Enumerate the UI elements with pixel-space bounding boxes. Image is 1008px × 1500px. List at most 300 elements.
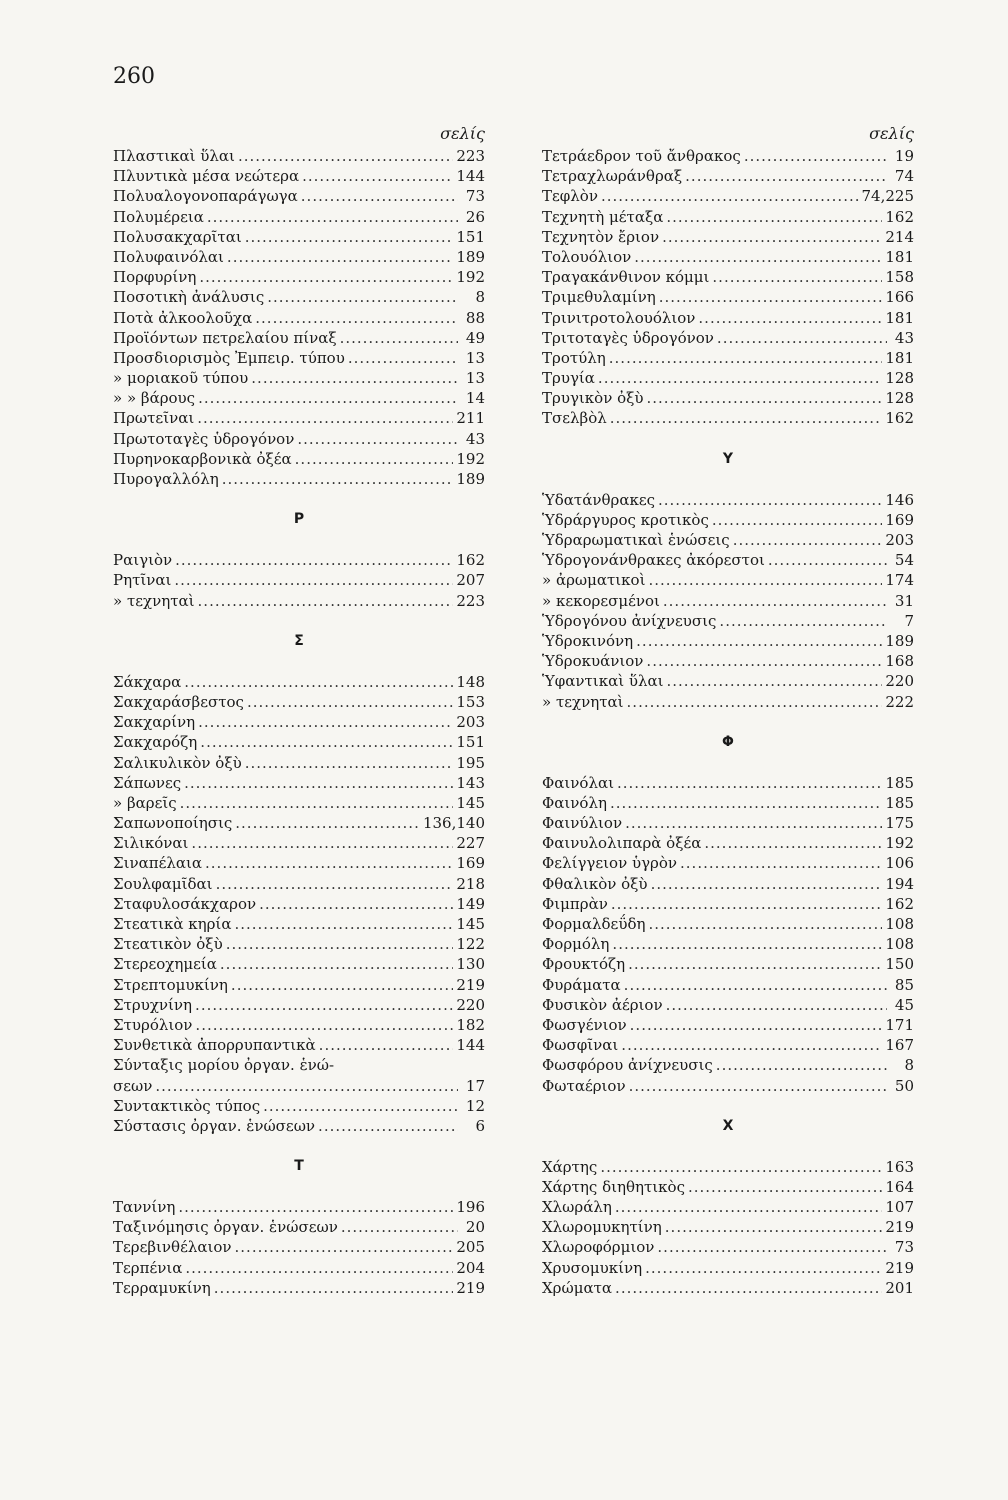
index-entry (542, 1015, 914, 1035)
index-entry (542, 671, 914, 691)
entry-page: 8 (904, 1056, 914, 1075)
index-entry (113, 348, 485, 368)
entry-term: Πολυσακχαρῖται (113, 227, 242, 246)
index-entry (542, 975, 914, 995)
entry-term: » τεχνηταὶ (542, 692, 624, 711)
dot-leader (267, 287, 458, 307)
entry-term: Ὑδραρωματικαὶ ἑνώσεις (542, 531, 730, 549)
entry-term: Τολουόλιον (542, 247, 632, 266)
entry-term: Στρυχνίνη (113, 995, 193, 1014)
dot-leader (733, 530, 883, 550)
entry-page: 149 (456, 894, 485, 913)
dot-leader (247, 692, 453, 712)
index-entry (542, 894, 914, 914)
section-letter: Υ (722, 450, 734, 467)
entry-page: 85 (894, 975, 914, 994)
index-entry (542, 166, 914, 186)
dot-leader (234, 914, 453, 934)
dot-leader (198, 591, 454, 611)
dot-leader (238, 146, 453, 166)
entry-page: 162 (885, 207, 914, 226)
entry-term: » βαρεῖς (113, 793, 177, 812)
entry-page: 192 (456, 268, 485, 287)
entry-term: Ὑδροκυάνιον (542, 652, 644, 671)
index-entry (113, 1197, 485, 1217)
dot-leader (255, 308, 458, 328)
entry-page: 13 (465, 369, 485, 388)
entry-page: 194 (885, 874, 914, 893)
column-header: σελίς (869, 124, 914, 143)
entry-term: Τερραμυκίνη (113, 1278, 211, 1297)
dot-leader (629, 1076, 887, 1096)
dot-leader (180, 793, 454, 813)
entry-term: Φαινόλη (542, 793, 607, 812)
entry-term: Τροτύλη (542, 348, 606, 367)
dot-leader (659, 287, 883, 307)
index-entry (113, 914, 485, 934)
entry-term: Τριτοταγὲς ὑδρογόνον (542, 328, 714, 347)
index-entry (113, 469, 485, 489)
entry-page: 50 (894, 1076, 914, 1095)
entry-term: Πρωτοταγὲς ὑδρογόνον (113, 429, 295, 448)
entry-term: Τεχνητὸν ἔριον (542, 227, 660, 246)
entry-term: Τρινιτροτολουόλιον (542, 308, 696, 327)
dot-leader (617, 773, 882, 793)
entry-term: Σάπωνες (113, 773, 182, 792)
dot-leader (220, 954, 453, 974)
index-entry (113, 954, 485, 974)
entry-page: 108 (885, 915, 914, 933)
dot-leader (666, 995, 887, 1015)
index-entry (113, 1035, 485, 1055)
index-entry (113, 1116, 485, 1136)
entry-term: Φωσγένιον (542, 1015, 627, 1034)
dot-leader (318, 1116, 458, 1136)
entry-page: 189 (456, 247, 485, 266)
entry-page: 12 (465, 1096, 485, 1115)
index-entry (113, 672, 485, 692)
entry-page: 151 (456, 227, 485, 246)
index-entry (113, 1096, 485, 1116)
entry-page: 205 (456, 1238, 485, 1257)
dot-leader (662, 227, 882, 247)
entry-page: 144 (456, 167, 485, 186)
entry-term: Πολυφαινόλαι (113, 247, 224, 266)
entry-term: Σύστασις ὀργαν. ἑνώσεων (113, 1116, 316, 1135)
entry-term: Πυρηνοκαρβονικὰ ὀξέα (113, 449, 292, 468)
index-entry (113, 166, 485, 186)
entry-term: Πορφυρίνη (113, 268, 197, 287)
index-entry (542, 247, 914, 267)
entry-page: 73 (465, 187, 485, 206)
entry-term: Ταξινόμησις ὀργαν. ἑνώσεων (113, 1218, 338, 1237)
dot-leader (663, 591, 887, 611)
index-entry (542, 530, 914, 550)
entry-term: Ὑφαντικαὶ ὕλαι (542, 672, 664, 691)
entry-page: 203 (885, 531, 914, 549)
entry-page: 128 (885, 389, 914, 408)
index-entry (113, 408, 485, 428)
entry-term: Συνθετικὰ ἀπορρυπαντικὰ (113, 1036, 316, 1055)
entry-term: Σιναπέλαια (113, 854, 203, 873)
index-entry (113, 570, 485, 590)
dot-leader (245, 227, 454, 247)
dot-leader (340, 328, 458, 348)
entry-page: 223 (456, 147, 485, 165)
dot-leader (200, 732, 453, 752)
index-entry (542, 308, 914, 328)
entry-page: 181 (885, 348, 914, 367)
dot-leader (634, 247, 882, 267)
index-entry (542, 631, 914, 651)
entry-term: Ποτὰ ἀλκοολοῦχα (113, 308, 253, 327)
entry-term: Φρουκτόζη (542, 955, 626, 974)
index-entry (542, 651, 914, 671)
entry-term: Πλυντικὰ μέσα νεώτερα (113, 167, 300, 186)
index-entry (542, 408, 914, 428)
dot-leader (621, 1035, 882, 1055)
index-entry (113, 692, 485, 712)
entry-term: Σουλφαμῖδαι (113, 874, 213, 893)
index-entry (113, 287, 485, 307)
dot-leader (628, 954, 882, 974)
entry-term: Φωσφόρου ἀνίχνευσις (542, 1056, 713, 1075)
index-entry (542, 1217, 914, 1237)
index-entry (113, 773, 485, 793)
dot-leader (651, 874, 883, 894)
entry-term: Χρυσομυκίνη (542, 1258, 643, 1277)
entry-term: Σακχαρίνη (113, 713, 196, 732)
dot-leader (251, 368, 458, 388)
dot-leader (302, 166, 453, 186)
index-entry (113, 1055, 485, 1075)
index-groups (113, 146, 485, 1298)
entry-term: Φθαλικὸν ὀξὺ (542, 874, 648, 893)
index-entry (542, 186, 914, 206)
dot-leader (184, 773, 453, 793)
dot-leader (719, 611, 887, 631)
entry-term: Τεφλὸν (542, 187, 598, 206)
entry-term: Τερεβινθέλαιον (113, 1238, 232, 1257)
entry-page: 222 (885, 692, 914, 711)
section-letter: Τ (294, 1158, 304, 1175)
entry-term: Στεατικὸν ὀξὺ (113, 935, 223, 954)
entry-page: 6 (475, 1116, 485, 1135)
dot-leader (198, 388, 458, 408)
entry-term: Πλαστικαὶ ὕλαι (113, 147, 235, 165)
index-entry (113, 247, 485, 267)
entry-term: Φωσφῖναι (542, 1036, 619, 1055)
entry-term: Σταφυλοσάκχαρον (113, 894, 257, 913)
index-entry (113, 853, 485, 873)
entry-term: Ὑδατάνθρακες (542, 490, 655, 509)
entry-term: Χλωράλη (542, 1198, 612, 1217)
dot-leader (630, 1015, 883, 1035)
entry-page: 219 (885, 1218, 914, 1237)
index-entry (113, 753, 485, 773)
entry-page: 150 (885, 955, 914, 974)
entry-page: 181 (885, 308, 914, 327)
dot-leader (704, 833, 882, 853)
entry-page: 13 (465, 348, 485, 367)
dot-leader (717, 328, 887, 348)
entry-term: Προσδιορισμὸς Ἐμπειρ. τύπου (113, 348, 345, 367)
dot-leader (647, 388, 883, 408)
index-entry (113, 1015, 485, 1035)
section-letter: Ρ (293, 511, 305, 528)
index-entry (113, 712, 485, 732)
dot-leader (712, 510, 882, 530)
entry-term: Χρώματα (542, 1278, 613, 1297)
dot-leader (612, 934, 882, 954)
index-entry (113, 1237, 485, 1257)
index-entry (542, 591, 914, 611)
entry-term: Σάκχαρα (113, 672, 182, 691)
entry-term: Σακχαρόζη (113, 733, 198, 752)
entry-page: 153 (456, 692, 485, 711)
entry-term: Ὑδροκινόνη (542, 631, 634, 650)
entry-page: 162 (885, 409, 914, 428)
dot-leader (666, 207, 882, 227)
entry-page: 8 (475, 288, 485, 307)
dot-leader (610, 408, 883, 428)
index-entry (542, 874, 914, 894)
index-entry (113, 1258, 485, 1278)
entry-term: Χάρτης (542, 1157, 598, 1176)
entry-page: 74 (894, 167, 914, 186)
dot-leader (665, 1217, 883, 1237)
entry-term: Φαινύλιον (542, 814, 623, 833)
dot-leader (645, 1258, 882, 1278)
section-letter: Φ (722, 733, 734, 750)
dot-leader (175, 550, 453, 570)
entry-page: 168 (885, 652, 914, 671)
dot-leader (197, 408, 453, 428)
entry-term: Τριμεθυλαμίνη (542, 288, 656, 307)
entry-page: 223 (456, 591, 485, 610)
entry-term: Στερεοχημεία (113, 955, 217, 974)
entry-page: 107 (885, 1198, 914, 1217)
entry-term: Φυράματα (542, 975, 621, 994)
index-entry (542, 773, 914, 793)
index-entry (542, 1237, 914, 1257)
entry-page: 145 (456, 915, 485, 933)
entry-page: 158 (885, 268, 914, 287)
index-entry (542, 1076, 914, 1096)
entry-page: 45 (894, 995, 914, 1014)
entry-term: Χάρτης διηθητικὸς (542, 1177, 685, 1196)
index-entry (542, 813, 914, 833)
entry-term: Τερπένια (113, 1258, 183, 1277)
dot-leader (195, 1015, 453, 1035)
entry-term: Ὑδράργυρος κροτικὸς (542, 510, 709, 529)
index-entry (542, 207, 914, 227)
entry-page: 181 (885, 247, 914, 266)
entry-page: 146 (885, 490, 914, 509)
index-entry (542, 267, 914, 287)
index-entry (113, 550, 485, 570)
index-entry (113, 146, 485, 166)
entry-page: 136,140 (422, 814, 485, 833)
entry-term: Πολυμέρεια (113, 207, 204, 226)
index-entry (113, 894, 485, 914)
entry-page: 128 (885, 369, 914, 388)
entry-page: 189 (885, 631, 914, 650)
entry-term: Τετράεδρον τοῦ ἄνθρακος (542, 147, 741, 165)
entry-term: Τετραχλωράνθραξ (542, 167, 683, 186)
dot-leader (198, 712, 453, 732)
entry-term: » τεχνηταὶ (113, 591, 195, 610)
index-entry (113, 186, 485, 206)
index-entry (113, 368, 485, 388)
dot-leader (658, 490, 882, 510)
index-entry (113, 207, 485, 227)
index-entry (113, 388, 485, 408)
entry-page: 189 (456, 470, 485, 488)
entry-page: 54 (894, 551, 914, 570)
entry-term: Στυρόλιον (113, 1015, 193, 1034)
entry-page: 88 (465, 308, 485, 327)
entry-term: Πυρογαλλόλη (113, 470, 219, 488)
entry-term: Φαινυλολιπαρὰ ὀξέα (542, 834, 702, 853)
dot-leader (341, 1217, 458, 1237)
entry-page: 43 (894, 328, 914, 347)
dot-leader (648, 570, 882, 590)
entry-term: Τσελβὸλ (542, 409, 607, 428)
dot-leader (301, 186, 458, 206)
index-entry (542, 328, 914, 348)
dot-leader (685, 166, 887, 186)
entry-page: 195 (456, 753, 485, 772)
entry-page: 145 (456, 793, 485, 812)
index-entry (542, 348, 914, 368)
index-entry (542, 1177, 914, 1197)
entry-term: Ὑδρογονάνθρακες ἀκόρεστοι (542, 551, 765, 570)
dot-leader (259, 894, 453, 914)
dot-leader (609, 348, 883, 368)
index-entry (113, 227, 485, 247)
index-entry (113, 308, 485, 328)
index-entry (542, 490, 914, 510)
entry-page: 144 (456, 1036, 485, 1055)
dot-leader (235, 1237, 454, 1257)
entry-term: Τραγακάνθινον κόμμι (542, 268, 710, 287)
entry-page: 219 (885, 1258, 914, 1277)
section-letter: Χ (722, 1117, 734, 1134)
entry-page: 185 (885, 773, 914, 792)
index-entry (542, 146, 914, 166)
column-header: σελίς (440, 124, 485, 143)
dot-leader (615, 1278, 882, 1298)
dot-leader (598, 368, 882, 388)
index-entry (542, 934, 914, 954)
dot-leader (611, 894, 883, 914)
dot-leader (207, 207, 458, 227)
dot-leader (636, 631, 882, 651)
entry-term: Χλωρομυκητίνη (542, 1218, 662, 1237)
entry-page: 151 (456, 733, 485, 752)
index-entry (113, 732, 485, 752)
index-entry (113, 1217, 485, 1237)
entry-term: Σακχαράσβεστος (113, 692, 244, 711)
entry-page: 130 (456, 955, 485, 974)
index-entry (542, 954, 914, 974)
dot-leader (214, 1278, 454, 1298)
index-entry (542, 1197, 914, 1217)
entry-term: Σύνταξις μορίου ὀργαν. ἑνώ- (113, 1056, 335, 1075)
dot-leader (245, 753, 454, 773)
dot-leader (712, 267, 882, 287)
entry-page: 196 (456, 1198, 485, 1217)
dot-leader (648, 914, 882, 934)
dot-leader (625, 813, 882, 833)
entry-page: 31 (894, 591, 914, 610)
entry-term: Συντακτικὸς τύπος (113, 1096, 261, 1115)
entry-page: 219 (456, 975, 485, 994)
index-column-right (542, 124, 914, 1298)
index-entry (113, 833, 485, 853)
entry-page: 201 (885, 1278, 914, 1297)
entry-page: 162 (885, 894, 914, 913)
entry-term: Φορμαλδεΰδη (542, 915, 646, 933)
entry-page: 185 (885, 793, 914, 812)
dot-leader (191, 833, 453, 853)
dot-leader (744, 146, 887, 166)
entry-page: 163 (885, 1157, 914, 1176)
entry-page: 20 (465, 1218, 485, 1237)
entry-term: Φορμόλη (542, 935, 610, 954)
dot-leader (235, 813, 420, 833)
dot-leader (716, 1055, 887, 1075)
index-entry (542, 995, 914, 1015)
page-number: 260 (113, 64, 155, 89)
entry-term: Σαπωνοποίησις (113, 814, 233, 833)
entry-term: Φυσικὸν ἀέριον (542, 995, 663, 1014)
entry-term: Ραιγιὸν (113, 551, 173, 570)
entry-term: Ὑδρογόνου ἀνίχνευσις (542, 611, 717, 630)
index-entry (113, 975, 485, 995)
index-entry (542, 1278, 914, 1298)
entry-term: Φωταέριον (542, 1076, 626, 1095)
index-entry (542, 853, 914, 873)
index-entry (113, 934, 485, 954)
entry-page: 17 (465, 1076, 485, 1095)
entry-term: σεων (113, 1076, 153, 1095)
entry-page: 220 (456, 995, 485, 1014)
entry-page: 73 (894, 1238, 914, 1257)
index-entry (113, 267, 485, 287)
dot-leader (178, 1197, 453, 1217)
entry-page: 162 (456, 551, 485, 570)
dot-leader (601, 186, 859, 206)
dot-leader (195, 995, 453, 1015)
entry-page: 227 (456, 834, 485, 853)
index-entry (542, 1258, 914, 1278)
entry-page: 219 (456, 1278, 485, 1297)
dot-leader (348, 348, 458, 368)
entry-term: Ποσοτικὴ ἀνάλυσις (113, 288, 265, 307)
entry-page: 204 (456, 1258, 485, 1277)
entry-term: Σαλικυλικὸν ὀξὺ (113, 753, 242, 772)
index-entry (113, 591, 485, 611)
entry-page: 26 (465, 207, 485, 226)
entry-page: 148 (456, 672, 485, 691)
dot-leader (768, 550, 887, 570)
entry-page: 220 (885, 672, 914, 691)
index-entry (113, 449, 485, 469)
dot-leader (226, 934, 454, 954)
dot-leader (657, 1237, 887, 1257)
